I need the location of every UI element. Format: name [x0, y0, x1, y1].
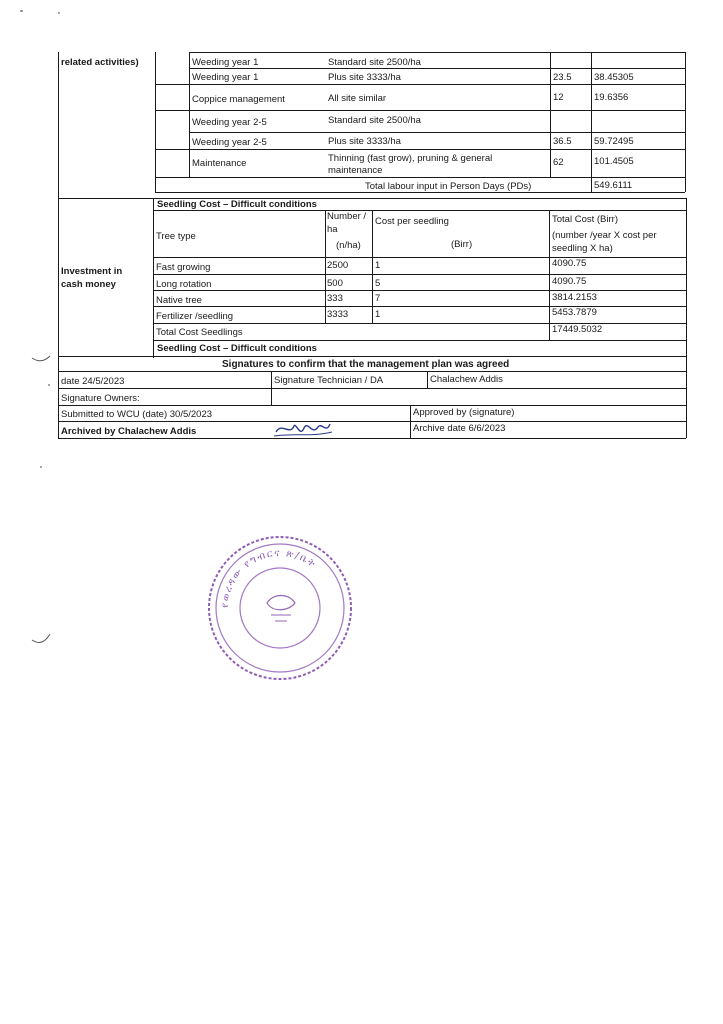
labour-value: 59.72495: [594, 136, 634, 147]
labour-activity: Coppice management: [192, 94, 285, 105]
col-header-cost: Cost per seedling: [375, 216, 449, 227]
technician-name: Chalachew Addis: [430, 374, 503, 385]
labour-days: 36.5: [553, 136, 572, 147]
section-label-related-activities: related activities): [61, 57, 139, 68]
stamp-text: የወረዳው የግብርና ጽ/ቤት: [219, 547, 319, 609]
seedling-total: 3814.2153: [552, 292, 597, 303]
seedling-number: 333: [327, 293, 343, 304]
labour-detail: Plus site 3333/ha: [328, 136, 401, 147]
labour-value: 38.45305: [594, 72, 634, 83]
labour-detail: Thinning (fast grow), pruning & general: [328, 153, 493, 164]
technician-label: Signature Technician / DA: [274, 375, 384, 386]
col-header-number: ha: [327, 224, 338, 235]
seedling-number: 2500: [327, 260, 349, 271]
signatures-heading: Signatures to confirm that the management plan was agreed: [222, 359, 510, 370]
labour-activity: Weeding year 2-5: [192, 137, 267, 148]
scan-speck: [58, 12, 60, 14]
seedling-total-label: Total Cost Seedlings: [156, 327, 243, 338]
seedling-type: Fertilizer /seedling: [156, 311, 234, 322]
col-header-cost: (Birr): [451, 239, 473, 250]
section-label-investment: Investment in: [61, 266, 123, 277]
scan-speck: [48, 384, 50, 386]
approved-by-label: Approved by (signature): [413, 407, 515, 418]
labour-detail: Plus site 3333/ha: [328, 72, 401, 83]
scan-speck: [40, 466, 42, 468]
col-header-number: (n/ha): [336, 240, 361, 251]
col-header-total: seedling X ha): [552, 243, 613, 254]
col-header-tree-type: Tree type: [156, 231, 196, 242]
labour-days: 12: [553, 92, 564, 103]
labour-activity: Weeding year 1: [192, 72, 259, 83]
seedling-total: 4090.75: [552, 258, 587, 269]
labour-days: 23.5: [553, 72, 572, 83]
seedling-cost: 1: [375, 309, 381, 320]
labour-detail: All site similar: [328, 93, 387, 104]
handwritten-signature: [272, 418, 334, 442]
labour-days: 62: [553, 157, 564, 168]
seedling-total: 4090.75: [552, 276, 587, 287]
official-stamp: [205, 533, 355, 683]
svg-text:የወረዳው የግብርና ጽ/ቤት: [220, 548, 318, 608]
labour-activity: Weeding year 1: [192, 57, 259, 68]
scan-mark: [30, 632, 54, 646]
seedling-number: 3333: [327, 309, 349, 320]
sign-date: date 24/5/2023: [61, 376, 125, 387]
seedling-type: Long rotation: [156, 279, 212, 290]
seedling-number: 500: [327, 278, 343, 289]
labour-activity: Maintenance: [192, 158, 247, 169]
seedling-total-value: 17449.5032: [552, 324, 603, 335]
seedling-type: Fast growing: [156, 262, 211, 273]
labour-total-label: Total labour input in Person Days (PDs): [365, 181, 532, 192]
section-label-investment: cash money: [61, 279, 116, 290]
owners-label: Signature Owners:: [61, 393, 140, 404]
labour-detail: Standard site 2500/ha: [328, 57, 421, 68]
labour-detail: Standard site 2500/ha: [328, 115, 421, 126]
col-header-number: Number /: [327, 211, 367, 222]
col-header-total: Total Cost (Birr): [552, 214, 618, 225]
seedling-cost-footer-heading: Seedling Cost – Difficult conditions: [157, 343, 317, 354]
seedling-cost-heading: Seedling Cost – Difficult conditions: [157, 199, 317, 210]
archive-date: Archive date 6/6/2023: [413, 423, 506, 434]
seedling-cost: 1: [375, 260, 381, 271]
seedling-cost: 7: [375, 293, 381, 304]
labour-detail: maintenance: [328, 165, 383, 176]
seedling-cost: 5: [375, 278, 381, 289]
col-header-total: (number /year X cost per: [552, 230, 657, 241]
seedling-type: Native tree: [156, 295, 202, 306]
scan-mark: [30, 352, 54, 364]
seedling-total: 5453.7879: [552, 307, 597, 318]
labour-total-value: 549.6111: [594, 180, 633, 191]
labour-value: 19.6356: [594, 92, 629, 103]
scan-speck: [20, 10, 23, 12]
archived-by: Archived by Chalachew Addis: [61, 426, 197, 437]
submitted-date: Submitted to WCU (date) 30/5/2023: [61, 409, 213, 420]
labour-value: 101.4505: [594, 156, 634, 167]
labour-activity: Weeding year 2-5: [192, 117, 267, 128]
